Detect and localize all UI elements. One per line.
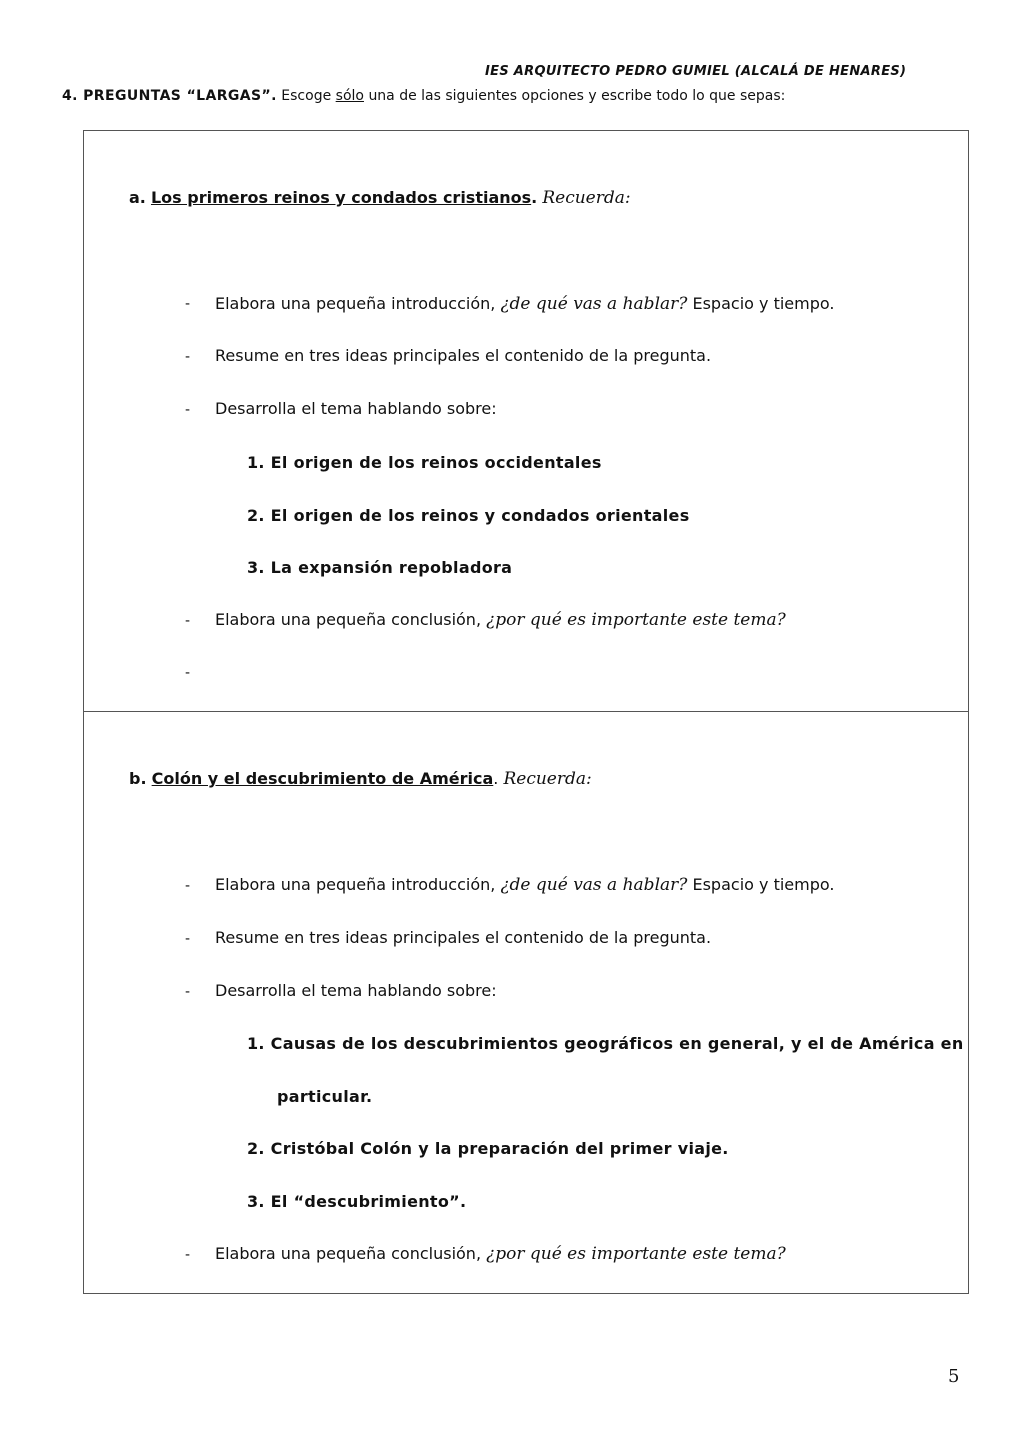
option-b-letter: b. (129, 769, 147, 788)
option-b-bullet-4-pre: Elabora una pequeña conclusión, (215, 1244, 482, 1263)
option-a-subpoint-3: 3. La expansión repobladora (247, 558, 513, 577)
instruction-emphasis: sólo (335, 88, 364, 104)
option-a-bullet-4 (215, 610, 786, 630)
option-b-subpoint-1-cont: particular. (277, 1087, 373, 1106)
option-a-bullet-1-italic: ¿de qué vas a hablar? (500, 294, 688, 314)
school-header: IES ARQUITECTO PEDRO GUMIEL (ALCALÁ DE HENARES) (485, 64, 907, 79)
option-b-dash-1: - (185, 878, 191, 894)
page-number: 5 (948, 1366, 960, 1387)
option-b-subpoint-1: 1. Causas de los descubrimientos geográficos en general, y el de América en (247, 1034, 964, 1053)
question-instruction (281, 88, 785, 104)
option-a-subpoint-1: 1. El origen de los reinos occidentales (247, 453, 602, 472)
instruction-post: una de las siguientes opciones y escribe todo lo que sepas: (368, 88, 786, 104)
option-a-bullet-4-pre: Elabora una pequeña conclusión, (215, 610, 482, 629)
option-a-subpoint-2: 2. El origen de los reinos y condados orientales (247, 506, 690, 525)
option-b-period: . (493, 769, 499, 788)
option-a-period: . (531, 188, 538, 207)
option-b-bullet-2: Resume en tres ideas principales el contenido de la pregunta. (215, 928, 712, 947)
option-b-bullet-1-post: Espacio y tiempo. (692, 875, 835, 894)
option-a-topic: Los primeros reinos y condados cristianos (150, 188, 532, 207)
option-a-bullet-2: Resume en tres ideas principales el contenido de la pregunta. (215, 346, 712, 365)
option-b-dash-2: - (185, 931, 191, 947)
option-a-title (129, 188, 631, 208)
option-a-dash-5: - (185, 665, 191, 681)
option-a-box (83, 130, 969, 712)
option-a-dash-3: - (185, 402, 191, 418)
option-a-bullet-3: Desarrolla el tema hablando sobre: (215, 399, 497, 418)
option-b-topic: Colón y el descubrimiento de América (151, 769, 494, 788)
option-b-bullet-4 (215, 1244, 786, 1264)
option-b-bullet-4-italic: ¿por qué es importante este tema? (486, 1244, 786, 1264)
question-title (62, 88, 785, 104)
option-b-bullet-1-pre: Elabora una pequeña introducción, (215, 875, 496, 894)
option-b-recuerda: Recuerda: (503, 769, 592, 789)
instruction-pre: Escoge (281, 88, 332, 104)
option-a-bullet-4-italic: ¿por qué es importante este tema? (486, 610, 786, 630)
option-a-bullet-1-post: Espacio y tiempo. (692, 294, 835, 313)
option-a-bullet-1 (215, 294, 834, 314)
option-b-subpoint-3: 3. El “descubrimiento”. (247, 1192, 467, 1211)
option-a-bullet-1-pre: Elabora una pequeña introducción, (215, 294, 496, 313)
option-b-dash-3: - (185, 984, 191, 1000)
question-label: 4. PREGUNTAS “LARGAS”. (62, 88, 277, 104)
option-a-dash-2: - (185, 349, 191, 365)
option-b-title (129, 769, 592, 789)
option-b-dash-4: - (185, 1247, 191, 1263)
option-b-box (83, 711, 969, 1294)
option-b-bullet-1 (215, 875, 834, 895)
option-a-letter: a. (129, 188, 146, 207)
option-a-dash-1: - (185, 296, 191, 312)
option-a-dash-4: - (185, 613, 191, 629)
option-b-bullet-1-italic: ¿de qué vas a hablar? (500, 875, 688, 895)
option-a-recuerda: Recuerda: (542, 188, 631, 208)
option-b-subpoint-2: 2. Cristóbal Colón y la preparación del primer viaje. (247, 1139, 729, 1158)
option-b-bullet-3: Desarrolla el tema hablando sobre: (215, 981, 497, 1000)
